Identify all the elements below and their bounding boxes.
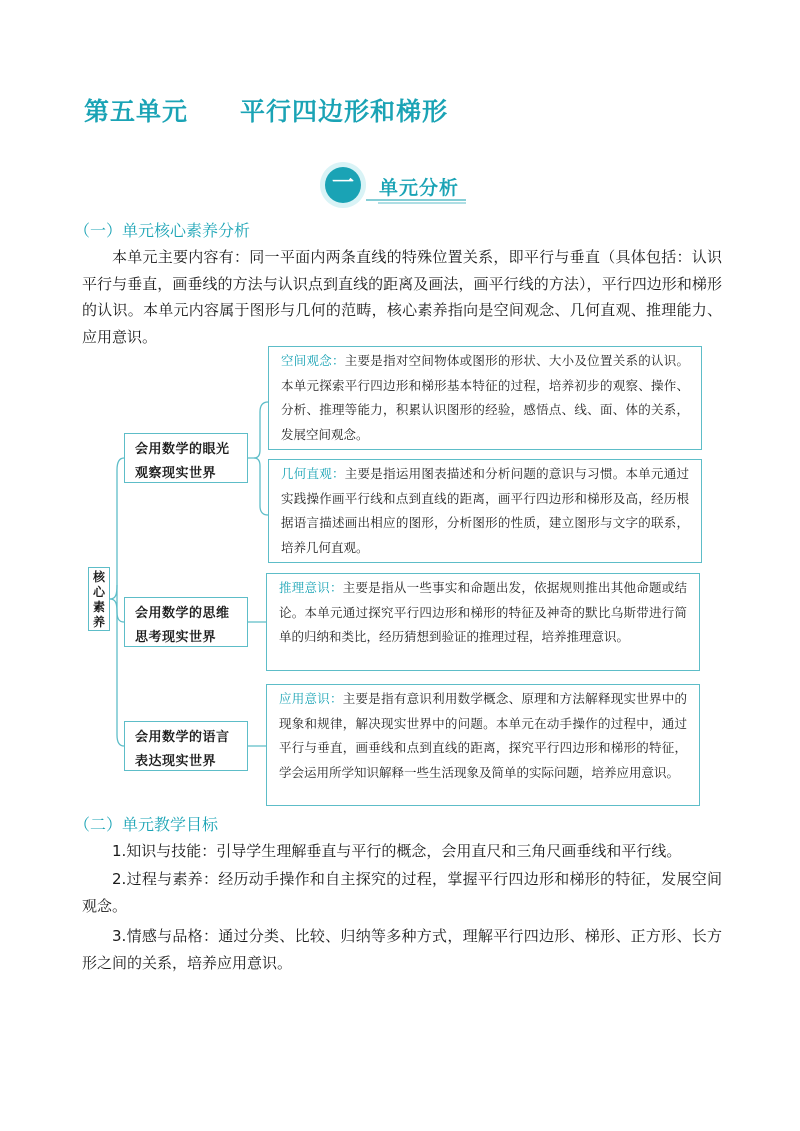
unit-name: 平行四边形和梯形 [240,97,449,126]
detail-text: 主要是指运用图表描述和分析问题的意识与习惯。本单元通过实践操作画平行线和点到直线的距离，画平行四边形和梯形及高，经历根据语言描述画出相应的图形，分析图形的性质，建立图形与文字的联系，培养几何直观。 [281,466,689,555]
detail-term: 空间观念： [281,353,345,368]
category-observe: 会用数学的眼光观察现实世界 [124,433,248,483]
detail-geometric-intuition [268,459,702,563]
intro-paragraph: 本单元主要内容有：同一平面内两条直线的特殊位置关系，即平行与垂直（具体包括：认识平行与垂直，画垂线的方法与认识点到直线的距离及画法，画平行线的方法），平行四边形和梯形的认识。本单元内容属于图形与几何的范畴，核心素养指向是空间观念、几何直观、推理能力、应用意识。 [82,248,722,346]
objective-process: 2.过程与素养：经历动手操作和自主探究的过程，掌握平行四边形和梯形的特征，发展空间观念。 [82,870,722,915]
detail-text: 主要是指有意识利用数学概念、原理和方法解释现实世界中的现象和规律，解决现实世界中的问题。本单元在动手操作的过程中，通过平行与垂直，画垂线和点到直线的距离，探究平行四边形和梯形的特征，学会运用所学知识解释一些生活现象及简单的实际问题，培养应用意识。 [279,691,687,780]
detail-term: 应用意识： [279,691,343,706]
detail-application [266,684,700,806]
mindmap-root [88,567,110,631]
objective-emotion: 3.情感与品格：通过分类、比较、归纳等多种方式，理解平行四边形、梯形、正方形、长方形之间的关系，培养应用意识。 [82,927,722,972]
objective-knowledge: 1.知识与技能：引导学生理解垂直与平行的概念，会用直尺和三角尺画垂线和平行线。 [112,842,682,860]
banner-number: 一 [331,171,354,196]
detail-term: 几何直观： [281,466,345,481]
mindmap-root-label: 核心素养 [93,570,106,629]
detail-text: 主要是指从一些事实和命题出发，依据规则推出其他命题或结论。本单元通过探究平行四边形和梯形的特征及神奇的默比乌斯带进行简单的归纳和类比，经历猜想到验证的推理过程，培养推理意识。 [279,580,687,644]
banner-label: 单元分析 [379,177,460,199]
unit-number: 第五单元 [84,97,189,126]
category-express: 会用数学的语言表达现实世界 [124,721,248,771]
category-think: 会用数学的思维思考现实世界 [124,597,248,647]
detail-text: 主要是指对空间物体或图形的形状、大小及位置关系的认识。本单元探索平行四边形和梯形基本特征的过程，培养初步的观察、操作、分析、推理等能力，积累认识图形的经验，感悟点、线、面、体的关系，发展空间观念。 [281,353,689,442]
detail-term: 推理意识： [279,580,343,595]
detail-reasoning [266,573,700,671]
detail-spatial-concept [268,346,702,450]
section-heading-core-literacy: （一）单元核心素养分析 [74,221,251,240]
section-heading-objectives: （二）单元教学目标 [74,815,219,834]
